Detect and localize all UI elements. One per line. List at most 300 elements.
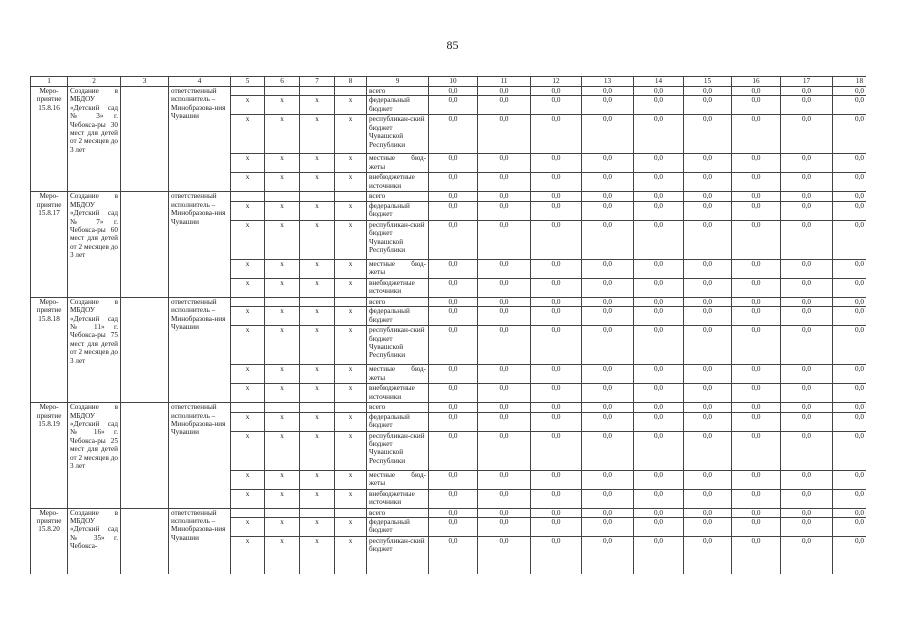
- mark-cell: x: [231, 470, 265, 489]
- mark-cell: x: [300, 518, 335, 537]
- mark-cell: [300, 192, 335, 201]
- value-cell: 0,0: [781, 87, 833, 96]
- value-cell: 0,0: [833, 220, 867, 259]
- mark-cell: x: [335, 307, 367, 326]
- value-cell: 0,0: [833, 412, 867, 431]
- value-cell: 0,0: [429, 87, 478, 96]
- value-cell: 0,0: [634, 115, 684, 154]
- value-cell: 0,0: [781, 384, 833, 403]
- value-cell: 0,0: [684, 115, 732, 154]
- value-cell: 0,0: [634, 365, 684, 384]
- header-row: [31, 77, 867, 87]
- value-cell: 0,0: [732, 173, 781, 192]
- table-row: [31, 508, 867, 517]
- mark-cell: x: [335, 537, 367, 574]
- mark-cell: x: [231, 154, 265, 173]
- mark-cell: x: [335, 173, 367, 192]
- value-cell: 0,0: [684, 489, 732, 508]
- value-cell: 0,0: [684, 278, 732, 297]
- value-cell: 0,0: [732, 537, 781, 574]
- value-cell: 0,0: [781, 508, 833, 517]
- mark-cell: x: [300, 259, 335, 278]
- value-cell: 0,0: [833, 115, 867, 154]
- value-cell: 0,0: [429, 537, 478, 574]
- value-cell: 0,0: [684, 307, 732, 326]
- column-header: 3: [121, 77, 169, 87]
- value-cell: 0,0: [478, 326, 531, 365]
- value-cell: 0,0: [732, 201, 781, 220]
- measure-executor: ответственный исполнитель – Минобразова-ния Чувашии: [169, 403, 231, 508]
- funding-source: всего: [367, 87, 429, 96]
- column-header: 8: [335, 77, 367, 87]
- column-header: 4: [169, 77, 231, 87]
- mark-cell: x: [265, 384, 300, 403]
- value-cell: 0,0: [732, 115, 781, 154]
- value-cell: 0,0: [478, 518, 531, 537]
- value-cell: 0,0: [582, 489, 634, 508]
- value-cell: 0,0: [684, 297, 732, 306]
- mark-cell: x: [265, 115, 300, 154]
- mark-cell: x: [231, 431, 265, 470]
- measure-name: Создание в МБДОУ «Детский сад № 3» г. Чебокса-ры 30 мест для детей от 2 месяцев до 3 лет: [68, 87, 121, 192]
- value-cell: 0,0: [429, 154, 478, 173]
- value-cell: 0,0: [684, 365, 732, 384]
- funding-source: федеральный бюджет: [367, 518, 429, 537]
- value-cell: 0,0: [781, 278, 833, 297]
- mark-cell: [335, 403, 367, 412]
- value-cell: 0,0: [781, 297, 833, 306]
- mark-cell: [265, 297, 300, 306]
- value-cell: 0,0: [531, 259, 582, 278]
- measure-col3: [121, 403, 169, 508]
- value-cell: 0,0: [429, 307, 478, 326]
- page-number: 85: [446, 38, 459, 52]
- value-cell: 0,0: [634, 297, 684, 306]
- mark-cell: x: [335, 489, 367, 508]
- value-cell: 0,0: [429, 201, 478, 220]
- mark-cell: x: [231, 259, 265, 278]
- mark-cell: x: [265, 431, 300, 470]
- value-cell: 0,0: [478, 192, 531, 201]
- value-cell: 0,0: [634, 192, 684, 201]
- value-cell: 0,0: [732, 278, 781, 297]
- value-cell: 0,0: [833, 192, 867, 201]
- value-cell: 0,0: [429, 470, 478, 489]
- value-cell: 0,0: [781, 403, 833, 412]
- value-cell: 0,0: [781, 307, 833, 326]
- mark-cell: x: [231, 489, 265, 508]
- value-cell: 0,0: [478, 384, 531, 403]
- funding-source: местные бюд-жеты: [367, 365, 429, 384]
- mark-cell: [300, 508, 335, 517]
- column-header: 6: [265, 77, 300, 87]
- value-cell: 0,0: [582, 365, 634, 384]
- mark-cell: x: [300, 307, 335, 326]
- mark-cell: x: [265, 220, 300, 259]
- mark-cell: x: [335, 278, 367, 297]
- value-cell: 0,0: [684, 537, 732, 574]
- value-cell: 0,0: [634, 431, 684, 470]
- value-cell: 0,0: [429, 431, 478, 470]
- measure-name: Создание в МБДОУ «Детский сад № 35» г. Чебокса-: [68, 508, 121, 574]
- column-header: 14: [634, 77, 684, 87]
- value-cell: 0,0: [478, 96, 531, 115]
- measure-code: Меро-приятие 15.8.17: [31, 192, 68, 297]
- funding-source: всего: [367, 403, 429, 412]
- value-cell: 0,0: [531, 326, 582, 365]
- value-cell: 0,0: [732, 259, 781, 278]
- mark-cell: x: [300, 431, 335, 470]
- mark-cell: [335, 87, 367, 96]
- value-cell: 0,0: [833, 326, 867, 365]
- column-header: 16: [732, 77, 781, 87]
- value-cell: 0,0: [634, 278, 684, 297]
- mark-cell: x: [300, 489, 335, 508]
- value-cell: 0,0: [732, 220, 781, 259]
- mark-cell: x: [265, 365, 300, 384]
- value-cell: 0,0: [429, 326, 478, 365]
- table-body: [31, 77, 867, 575]
- mark-cell: x: [300, 384, 335, 403]
- value-cell: 0,0: [531, 201, 582, 220]
- value-cell: 0,0: [833, 508, 867, 517]
- value-cell: 0,0: [429, 403, 478, 412]
- value-cell: 0,0: [478, 537, 531, 574]
- mark-cell: x: [265, 518, 300, 537]
- mark-cell: x: [335, 259, 367, 278]
- value-cell: 0,0: [781, 412, 833, 431]
- value-cell: 0,0: [634, 307, 684, 326]
- value-cell: 0,0: [531, 173, 582, 192]
- value-cell: 0,0: [732, 470, 781, 489]
- mark-cell: x: [265, 412, 300, 431]
- value-cell: 0,0: [531, 115, 582, 154]
- value-cell: 0,0: [634, 489, 684, 508]
- mark-cell: x: [265, 259, 300, 278]
- value-cell: 0,0: [478, 87, 531, 96]
- value-cell: 0,0: [478, 154, 531, 173]
- measure-code: Меро-приятие 15.8.19: [31, 403, 68, 508]
- mark-cell: x: [335, 326, 367, 365]
- value-cell: 0,0: [684, 518, 732, 537]
- value-cell: 0,0: [732, 96, 781, 115]
- value-cell: 0,0: [478, 220, 531, 259]
- column-header: 11: [478, 77, 531, 87]
- mark-cell: x: [231, 115, 265, 154]
- value-cell: 0,0: [478, 489, 531, 508]
- value-cell: 0,0: [684, 508, 732, 517]
- measure-col3: [121, 87, 169, 192]
- value-cell: 0,0: [732, 297, 781, 306]
- value-cell: 0,0: [582, 173, 634, 192]
- value-cell: 0,0: [781, 96, 833, 115]
- mark-cell: x: [265, 173, 300, 192]
- value-cell: 0,0: [634, 154, 684, 173]
- mark-cell: [300, 403, 335, 412]
- value-cell: 0,0: [781, 518, 833, 537]
- mark-cell: x: [300, 201, 335, 220]
- column-header: 18: [833, 77, 867, 87]
- value-cell: 0,0: [531, 431, 582, 470]
- value-cell: 0,0: [781, 489, 833, 508]
- value-cell: 0,0: [429, 96, 478, 115]
- measure-name: Создание в МБДОУ «Детский сад № 11» г. Чебокса-ры 75 мест для детей от 2 месяцев до 3 лет: [68, 297, 121, 402]
- value-cell: 0,0: [732, 508, 781, 517]
- value-cell: 0,0: [478, 278, 531, 297]
- value-cell: 0,0: [478, 173, 531, 192]
- mark-cell: [300, 297, 335, 306]
- value-cell: 0,0: [684, 154, 732, 173]
- value-cell: 0,0: [833, 489, 867, 508]
- value-cell: 0,0: [833, 537, 867, 574]
- value-cell: 0,0: [833, 154, 867, 173]
- mark-cell: [265, 508, 300, 517]
- value-cell: 0,0: [531, 307, 582, 326]
- value-cell: 0,0: [582, 537, 634, 574]
- value-cell: 0,0: [531, 470, 582, 489]
- value-cell: 0,0: [582, 326, 634, 365]
- funding-source: республикан-ский бюджет Чувашской Республики: [367, 431, 429, 470]
- funding-source: местные бюд-жеты: [367, 470, 429, 489]
- value-cell: 0,0: [582, 518, 634, 537]
- mark-cell: [231, 508, 265, 517]
- mark-cell: [231, 192, 265, 201]
- mark-cell: x: [231, 278, 265, 297]
- value-cell: 0,0: [478, 115, 531, 154]
- value-cell: 0,0: [582, 115, 634, 154]
- value-cell: 0,0: [478, 259, 531, 278]
- mark-cell: x: [300, 326, 335, 365]
- mark-cell: x: [231, 365, 265, 384]
- value-cell: 0,0: [833, 201, 867, 220]
- value-cell: 0,0: [833, 365, 867, 384]
- measure-code: Меро-приятие 15.8.20: [31, 508, 68, 574]
- funding-source: федеральный бюджет: [367, 201, 429, 220]
- value-cell: 0,0: [478, 365, 531, 384]
- mark-cell: x: [265, 154, 300, 173]
- mark-cell: x: [335, 365, 367, 384]
- mark-cell: [265, 403, 300, 412]
- funding-source: республикан-ский бюджет Чувашской Республики: [367, 220, 429, 259]
- mark-cell: x: [335, 201, 367, 220]
- value-cell: 0,0: [684, 192, 732, 201]
- mark-cell: [265, 192, 300, 201]
- value-cell: 0,0: [531, 278, 582, 297]
- mark-cell: x: [300, 537, 335, 574]
- value-cell: 0,0: [429, 259, 478, 278]
- value-cell: 0,0: [531, 489, 582, 508]
- mark-cell: x: [231, 412, 265, 431]
- mark-cell: [231, 297, 265, 306]
- value-cell: 0,0: [684, 173, 732, 192]
- value-cell: 0,0: [429, 297, 478, 306]
- value-cell: 0,0: [833, 470, 867, 489]
- mark-cell: x: [300, 115, 335, 154]
- value-cell: 0,0: [634, 220, 684, 259]
- value-cell: 0,0: [781, 326, 833, 365]
- value-cell: 0,0: [634, 537, 684, 574]
- funding-source: республикан-ский бюджет: [367, 537, 429, 574]
- value-cell: 0,0: [634, 259, 684, 278]
- column-header: 10: [429, 77, 478, 87]
- value-cell: 0,0: [582, 412, 634, 431]
- mark-cell: x: [335, 115, 367, 154]
- value-cell: 0,0: [582, 297, 634, 306]
- value-cell: 0,0: [478, 297, 531, 306]
- value-cell: 0,0: [582, 403, 634, 412]
- mark-cell: x: [265, 537, 300, 574]
- value-cell: 0,0: [582, 96, 634, 115]
- measure-executor: ответственный исполнитель – Минобразова-ния Чувашии: [169, 508, 231, 574]
- value-cell: 0,0: [684, 384, 732, 403]
- value-cell: 0,0: [429, 412, 478, 431]
- value-cell: 0,0: [781, 220, 833, 259]
- column-header: 9: [367, 77, 429, 87]
- value-cell: 0,0: [582, 259, 634, 278]
- value-cell: 0,0: [684, 87, 732, 96]
- value-cell: 0,0: [833, 278, 867, 297]
- value-cell: 0,0: [582, 384, 634, 403]
- value-cell: 0,0: [531, 403, 582, 412]
- mark-cell: x: [300, 154, 335, 173]
- funding-source: федеральный бюджет: [367, 307, 429, 326]
- value-cell: 0,0: [684, 220, 732, 259]
- value-cell: 0,0: [833, 173, 867, 192]
- mark-cell: x: [300, 278, 335, 297]
- funding-source: федеральный бюджет: [367, 96, 429, 115]
- value-cell: 0,0: [582, 508, 634, 517]
- value-cell: 0,0: [531, 192, 582, 201]
- value-cell: 0,0: [531, 87, 582, 96]
- value-cell: 0,0: [478, 307, 531, 326]
- mark-cell: x: [265, 326, 300, 365]
- mark-cell: x: [231, 326, 265, 365]
- mark-cell: x: [231, 220, 265, 259]
- value-cell: 0,0: [833, 384, 867, 403]
- value-cell: 0,0: [833, 431, 867, 470]
- funding-source: республикан-ский бюджет Чувашской Республики: [367, 326, 429, 365]
- mark-cell: x: [335, 220, 367, 259]
- column-header: 12: [531, 77, 582, 87]
- funding-source: всего: [367, 508, 429, 517]
- measure-col3: [121, 508, 169, 574]
- table-row: [31, 87, 867, 96]
- value-cell: 0,0: [732, 431, 781, 470]
- mark-cell: x: [265, 96, 300, 115]
- value-cell: 0,0: [429, 192, 478, 201]
- value-cell: 0,0: [582, 220, 634, 259]
- mark-cell: x: [300, 412, 335, 431]
- value-cell: 0,0: [478, 508, 531, 517]
- column-header: 5: [231, 77, 265, 87]
- mark-cell: [335, 192, 367, 201]
- mark-cell: x: [231, 96, 265, 115]
- column-header: 2: [68, 77, 121, 87]
- value-cell: 0,0: [634, 87, 684, 96]
- mark-cell: x: [231, 173, 265, 192]
- mark-cell: x: [300, 220, 335, 259]
- value-cell: 0,0: [684, 470, 732, 489]
- value-cell: 0,0: [732, 154, 781, 173]
- mark-cell: [265, 87, 300, 96]
- value-cell: 0,0: [531, 220, 582, 259]
- value-cell: 0,0: [781, 192, 833, 201]
- funding-source: внебюджетные источники: [367, 278, 429, 297]
- value-cell: 0,0: [634, 403, 684, 412]
- funding-source: федеральный бюджет: [367, 412, 429, 431]
- value-cell: 0,0: [684, 259, 732, 278]
- value-cell: 0,0: [429, 115, 478, 154]
- value-cell: 0,0: [634, 96, 684, 115]
- measure-executor: ответственный исполнитель – Минобразова-ния Чувашии: [169, 87, 231, 192]
- value-cell: 0,0: [833, 307, 867, 326]
- mark-cell: x: [231, 201, 265, 220]
- value-cell: 0,0: [781, 431, 833, 470]
- mark-cell: x: [335, 154, 367, 173]
- value-cell: 0,0: [429, 489, 478, 508]
- funding-source: местные бюд-жеты: [367, 259, 429, 278]
- value-cell: 0,0: [634, 384, 684, 403]
- value-cell: 0,0: [531, 154, 582, 173]
- value-cell: 0,0: [732, 192, 781, 201]
- value-cell: 0,0: [582, 470, 634, 489]
- value-cell: 0,0: [582, 201, 634, 220]
- value-cell: 0,0: [634, 173, 684, 192]
- value-cell: 0,0: [429, 220, 478, 259]
- mark-cell: x: [265, 489, 300, 508]
- measure-name: Создание в МБДОУ «Детский сад № 7» г. Чебокса-ры 60 мест для детей от 2 месяцев до 3 лет: [68, 192, 121, 297]
- value-cell: 0,0: [582, 154, 634, 173]
- mark-cell: [231, 87, 265, 96]
- column-header: 13: [582, 77, 634, 87]
- value-cell: 0,0: [781, 537, 833, 574]
- measure-executor: ответственный исполнитель – Минобразова-ния Чувашии: [169, 297, 231, 402]
- value-cell: 0,0: [531, 297, 582, 306]
- mark-cell: x: [265, 307, 300, 326]
- value-cell: 0,0: [478, 412, 531, 431]
- mark-cell: x: [300, 96, 335, 115]
- mark-cell: x: [335, 431, 367, 470]
- value-cell: 0,0: [429, 508, 478, 517]
- mark-cell: x: [300, 470, 335, 489]
- measure-code: Меро-приятие 15.8.16: [31, 87, 68, 192]
- mark-cell: [335, 508, 367, 517]
- value-cell: 0,0: [684, 403, 732, 412]
- value-cell: 0,0: [732, 326, 781, 365]
- value-cell: 0,0: [531, 384, 582, 403]
- value-cell: 0,0: [684, 412, 732, 431]
- value-cell: 0,0: [478, 403, 531, 412]
- value-cell: 0,0: [429, 365, 478, 384]
- value-cell: 0,0: [429, 278, 478, 297]
- measure-code: Меро-приятие 15.8.18: [31, 297, 68, 402]
- mark-cell: x: [231, 307, 265, 326]
- value-cell: 0,0: [833, 403, 867, 412]
- value-cell: 0,0: [732, 307, 781, 326]
- value-cell: 0,0: [833, 87, 867, 96]
- value-cell: 0,0: [634, 201, 684, 220]
- value-cell: 0,0: [634, 518, 684, 537]
- measure-col3: [121, 297, 169, 402]
- value-cell: 0,0: [684, 431, 732, 470]
- value-cell: 0,0: [531, 96, 582, 115]
- funding-source: внебюджетные источники: [367, 384, 429, 403]
- mark-cell: [231, 403, 265, 412]
- measure-executor: ответственный исполнитель – Минобразова-ния Чувашии: [169, 192, 231, 297]
- value-cell: 0,0: [582, 307, 634, 326]
- value-cell: 0,0: [634, 326, 684, 365]
- mark-cell: x: [335, 518, 367, 537]
